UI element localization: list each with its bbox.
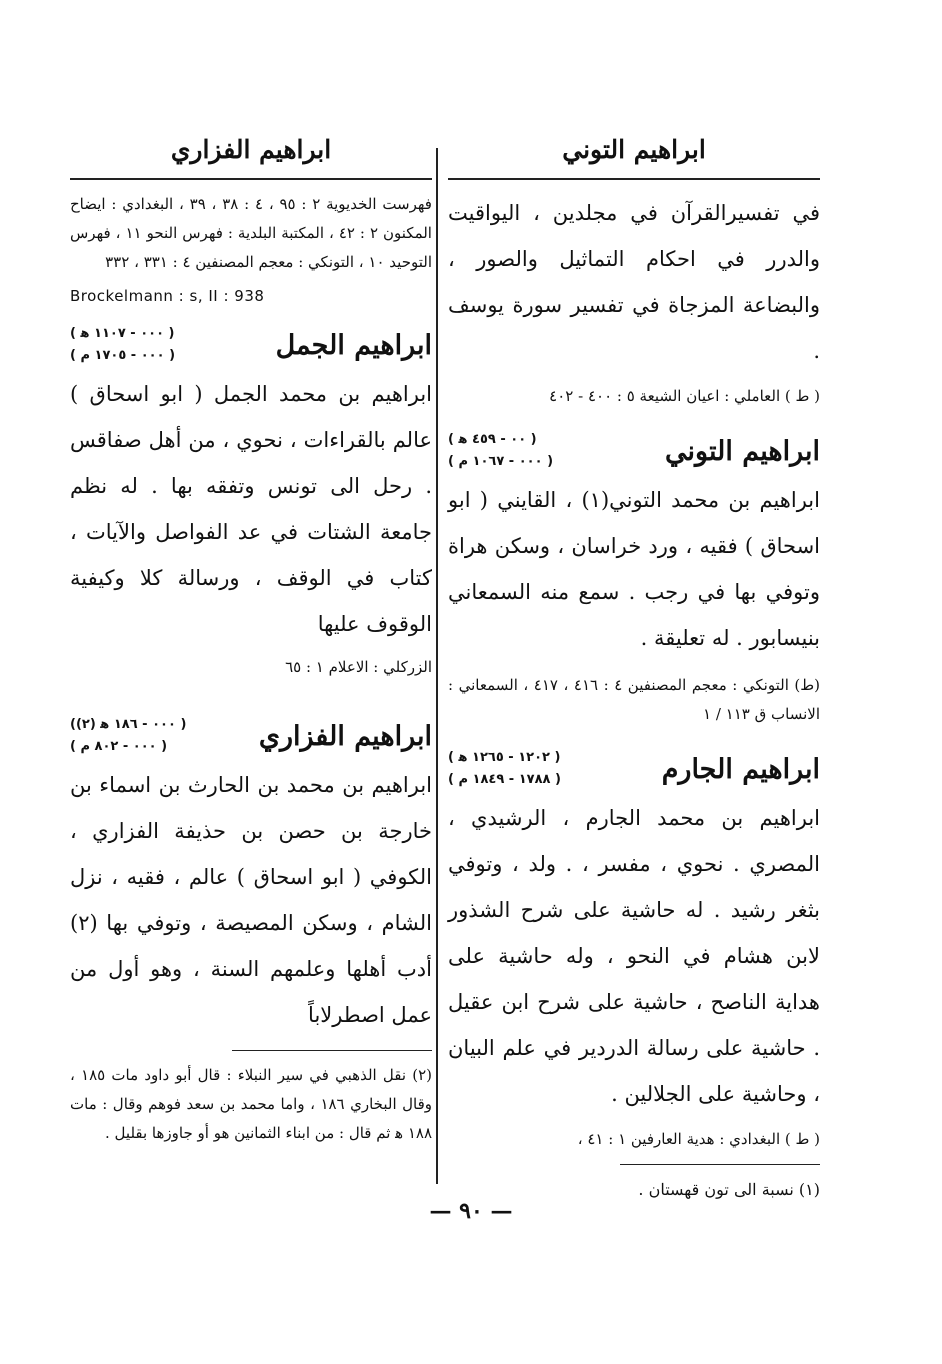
entry-dates [70, 714, 186, 758]
dates-hijri: ( ٠٠٠ - ١١٠٧ ﻫ ) [70, 326, 175, 341]
entry-name: ابراهيم الجارم [661, 753, 820, 785]
entry-heading [70, 714, 432, 758]
page-number: — ٩٠ — [429, 1198, 513, 1224]
entry-text: ابراهيم بن محمد الجارم ، الرشيدي ، المصري . نحوي ، مفسر ، . ولد ، وتوفي بثغر رشيد . له حاشية على شرح الشذور لابن هشام في النحو ، وله حاشية على هداية الناصح ، حاشية على شرح ابن عقيل . حاشية على رسالة الدردير في علم البيان ، وحاشية على الجلالين . [448, 806, 820, 1106]
entry-source: ( ط ) البغدادي : هدية العارفين ١ : ٤١ ، [577, 1130, 820, 1148]
dates-hijri: ( ٠٠٠ - ١٨٦ ﻫ (٢)) [70, 717, 187, 732]
footnote-rule [620, 1164, 820, 1165]
right-header-rule [448, 178, 820, 180]
continuation-source: ( ط ) العاملي : اعيان الشيعة ٥ : ٤٠٠ - ٤٠٢ [549, 387, 820, 405]
entry-dates [448, 747, 561, 791]
footnote-rule [232, 1050, 432, 1051]
dates-gregorian: ( ٠٠٠ - ١٧٠٥ م ) [70, 348, 176, 363]
continuation-source: فهرست الخديوية ٢ : ٩٥ ، ٤ : ٣٨ ، ٣٩ ، البغدادي : ايضاح المكنون ٢ : ٤٢ ، المكتبة البلدية : فهرس النحو ١١ ، فهرس التوحيد ١٠ ، التونكي : معجم المصنفين ٤ : ٣٣١ ، ٣٣٢ [70, 195, 432, 271]
entry-heading [448, 429, 820, 473]
entry-text: ابراهيم بن محمد الجمل ( ابو اسحاق ) عالم بالقراءات ، نحوي ، من أهل صفاقس . رحل الى تونس وتفقه بها . له نظم جامعة الشتات في عد الفواصل والآيات ، كتاب في الوقف ، ورسالة كلا وكيفية الوقوف عليها [70, 382, 433, 636]
entry-source: (ط) التونكي : معجم المصنفين ٤ : ٤١٦ ، ٤١٧ ، السمعاني : الانساب ق ١١٣ / ١ [448, 676, 820, 723]
latin-source: Brockelmann : s, II : 938 [70, 287, 265, 305]
entry-heading [70, 323, 432, 367]
entry-dates [448, 429, 553, 473]
entry-dates [70, 323, 175, 367]
left-running-header: ابراهيم الفزاري [170, 135, 332, 164]
dates-hijri: ( ٠٠ - ٤٥٩ ﻫ ) [448, 432, 537, 447]
footnote: (١) نسبة الى تون قهستان . [638, 1180, 820, 1199]
entry-name: ابراهيم الجمل [275, 329, 432, 361]
dates-gregorian: ( ٠٠٠ - ٨٠٢ م ) [70, 739, 168, 754]
left-column [70, 130, 432, 1148]
entry-name: ابراهيم الفزاري [258, 720, 432, 752]
dates-gregorian: ( ٠٠٠ - ١٠٦٧ م ) [448, 454, 554, 469]
entry-source: الزركلي : الاعلام ١ : ٦٥ [285, 658, 432, 676]
dates-gregorian: ( ١٧٨٨ - ١٨٤٩ م ) [448, 772, 561, 787]
right-column [448, 130, 820, 1204]
dates-hijri: ( ١٢٠٢ - ١٢٦٥ ﻫ ) [448, 750, 561, 765]
footnote: (٢) نقل الذهبي في سير النبلاء : قال أبو داود مات ١٨٥ ، وقال البخاري ١٨٦ ، واما محمد بن سعد فوهم وقال : مات ١٨٨ ﻫ ثم قال : من ابناء الثمانين هو أو جاوزها بقليل . [70, 1066, 433, 1142]
column-divider [436, 148, 438, 1184]
entry-heading [448, 747, 820, 791]
continuation-text: في تفسيرالقرآن في مجلدين ، اليواقيت والدرر في احكام التماثيل والصور ، والبضاعة المزجاة في تفسير سورة يوسف . [448, 201, 820, 363]
entry-name: ابراهيم التوني [664, 435, 820, 467]
right-running-header: ابراهيم التوني [562, 135, 706, 164]
entry-text: ابراهيم بن محمد التوني(١) ، القايني ( ابو اسحاق ) فقيه ، ورد خراسان ، وسكن هراة وتوفي بها في رجب . سمع منه السمعاني بنيسابور . له تعليقة . [448, 488, 820, 650]
left-header-rule [70, 178, 432, 180]
entry-text: ابراهيم بن محمد بن الحارث بن اسماء بن خارجة بن حصن بن حذيفة الفزاري ، الكوفي ( ابو اسحاق ) عالم ، فقيه ، نزل الشام ، وسكن المصيصة ، وتوفي بها (٢) أدب أهلها وعلمهم السنة ، وهو أول من عمل اصطرلاباً [70, 773, 432, 1027]
